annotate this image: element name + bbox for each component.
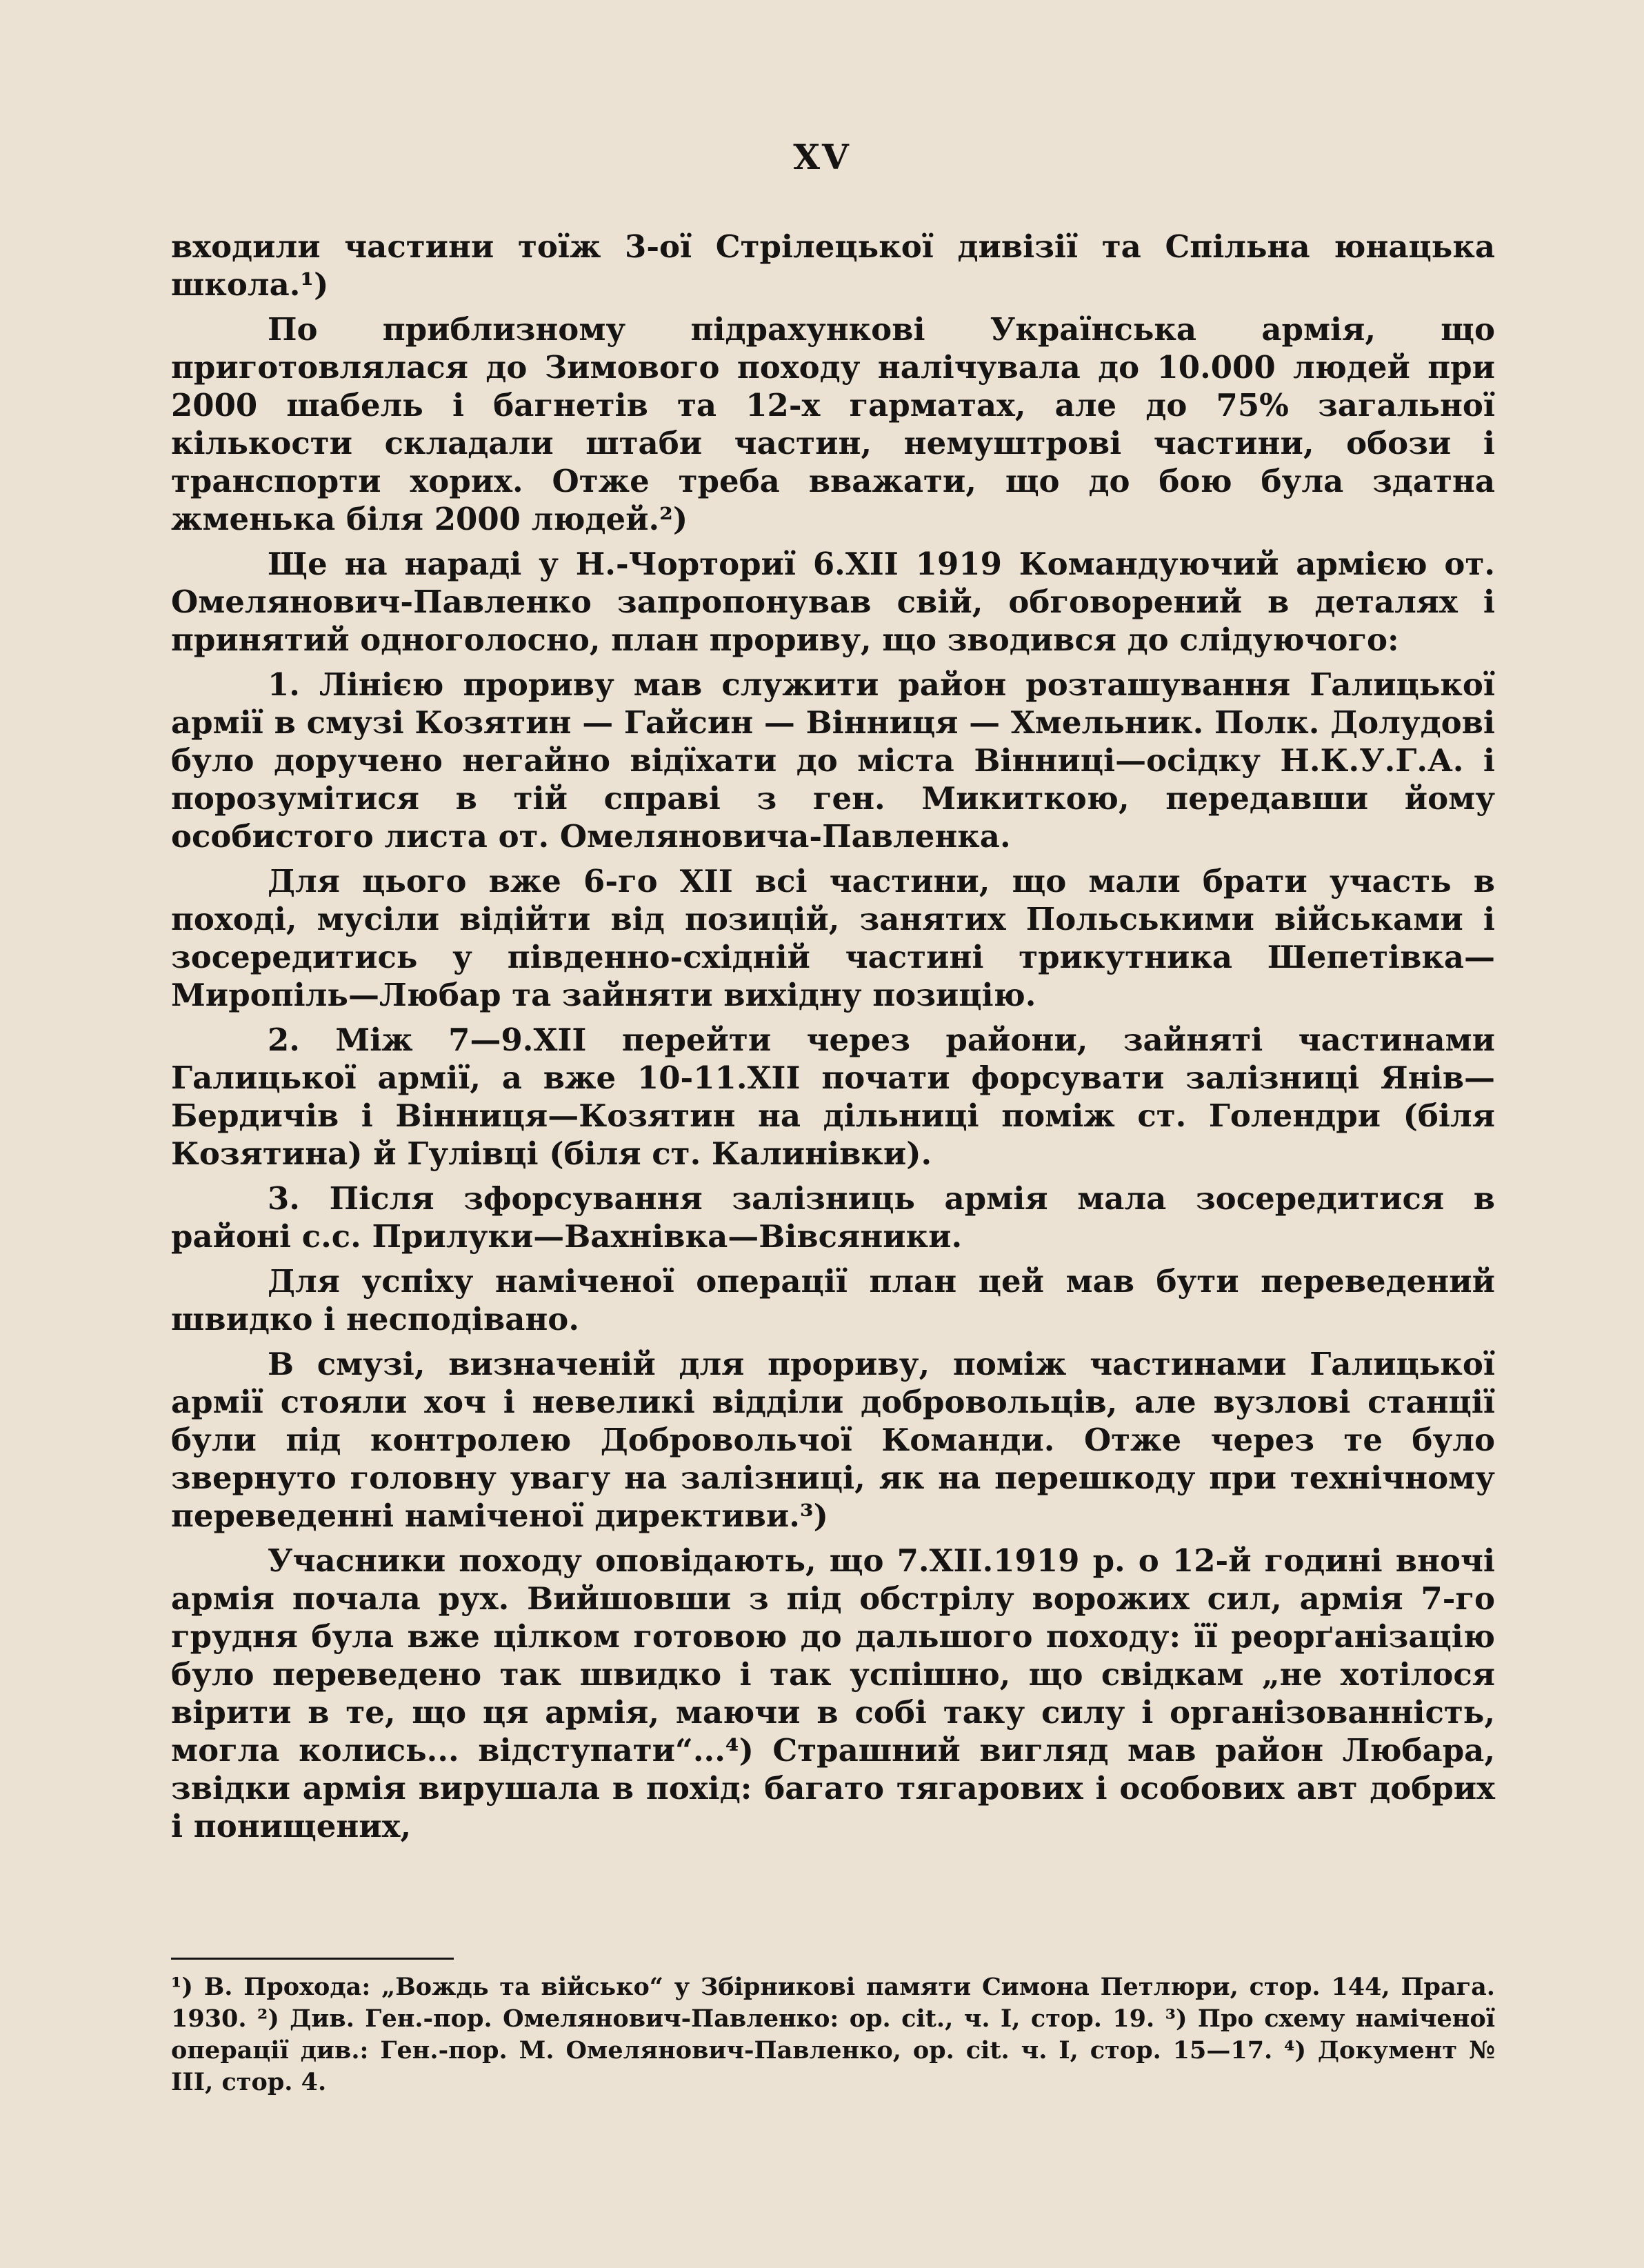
footnote-text: ¹) В. Прохода: „Вождь та військо“ у Збірникові памяти Симона Петлюри, стор. 144, Прага. 1930. ²) Див. Ген.-пор. Омелянович-Павленко: op. cit., ч. I, стор. 19. ³) Про схему наміченої операції див.: Ген.-пор. М. Омелянович-Павленко, op. cit. ч. I, стор. 15—17. ⁴) Документ № III, стор. 4. bbox=[171, 1973, 1495, 2096]
plan-item-3: 3. Після зфорсування залізниць армія мала зосередитися в районі с.с. Прилуки—Вахнівка—Вівсяники. bbox=[171, 1180, 1495, 1255]
paragraph-railway-obstacle: В смузі, визначеній для прориву, поміж частинами Галицької армії стояли хоч і невеликі відділи добровольців, але вузлові станції були під контролею Добровольчої Команди. Отже через те було звернуто головну увагу на залізниці, як на перешкоду при технічному переведенні наміченої директиви.³) bbox=[171, 1346, 1495, 1534]
footnotes bbox=[171, 1971, 1495, 2098]
paragraph-breakthrough-plan: Ще на нараді у Н.-Чорториї 6.XII 1919 Командуючий армією от. Омелянович-Павленко запропонував свій, обговорений в деталях і принятий одноголосно, план прориву, що зводився до слідуючого: bbox=[171, 546, 1495, 658]
plan-item-1: 1. Лінією прориву мав служити район розташування Галицької армії в смузі Козятин — Гайсин — Вінниця — Хмельник. Полк. Долудові було доручено негайно відїхати до міста Вінниці—осідку Н.К.У.Г.А. і порозумітися в тій справі з ген. Микиткою, передавши йому особистого листа от. Омеляновича-Павленка. bbox=[171, 666, 1495, 855]
plan-item-2: 2. Між 7—9.XII перейти через райони, зайняті частинами Галицької армії, а вже 10-11.XII почати форсувати залізниці Янів—Бердичів і Вінниця—Козятин на дільниці поміж ст. Голендри (біля Козятина) й Гулівці (біля ст. Калинівки). bbox=[171, 1022, 1495, 1172]
body-text bbox=[171, 228, 1495, 1845]
paragraph-success-condition: Для успіху наміченої операції план цей мав бути переведений швидко і несподівано. bbox=[171, 1263, 1495, 1337]
paragraph-concentration: Для цього вже 6-го XII всі частини, що мали брати участь в поході, мусіли відійти від позицій, занятих Польськими військами і зосередитись у південно-східній частині трикутника Шепетівка—Мирoпіль—Любар та зайняти вихідну позицію. bbox=[171, 863, 1495, 1013]
paragraph-army-strength: По приблизному підрахункові Українська армія, що приготовлялася до Зимового походу налічувала до 10.000 людей при 2000 шабель і багнетів та 12-х гарматах, але до 75% загальної кількости складали штаби частин, немуштрові частини, обози і транспорти хорих. Отже треба вважати, що до бою була здатна жменька біля 2000 людей.²) bbox=[171, 311, 1495, 537]
paragraph-march-start: Учасники походу оповідають, що 7.XII.1919 р. о 12-й годині вночі армія почала рух. Вийшовши з під обстрілу ворожих сил, армія 7-го грудня була вже цілком готовою до дальшого походу: її реорґанізацію було переведено так швидко і так успішно, що свідкам „не хотілося вірити в те, що ця армія, маючи в собі таку силу і організованність, могла колись... відступати“...⁴) Страшний вигляд мав район Любара, звідки армія вирушала в похід: багато тягарових і особових авт добрих і понищених, bbox=[171, 1542, 1495, 1844]
paragraph-continuation: входили частини тоїж 3-ої Стрілецької дивізії та Спільна юнацька школа.¹) bbox=[171, 228, 1495, 303]
footnote-separator bbox=[171, 1958, 454, 1960]
page-number: XV bbox=[793, 137, 851, 177]
